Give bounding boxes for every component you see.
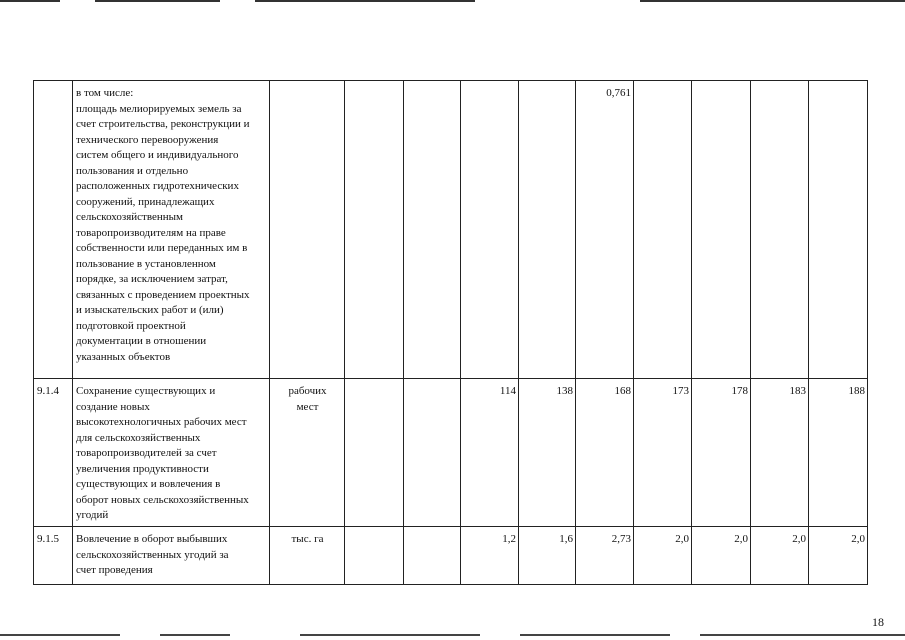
value-cell: 168 — [576, 379, 634, 527]
unit-line: мест — [296, 400, 319, 413]
description-line: сельскохозяйственным — [76, 211, 183, 223]
scan-edge-bottom — [0, 634, 905, 637]
description-line: подготовкой проектной — [76, 319, 186, 332]
row-description — [73, 81, 270, 379]
table-row — [34, 527, 868, 585]
description-line: собственности или переданных им в — [76, 242, 248, 254]
value-cell: 1,2 — [461, 527, 519, 585]
description-line: указанных объектов — [76, 350, 171, 363]
row-unit — [270, 81, 345, 379]
value-cell: 183 — [751, 379, 809, 527]
row-unit — [270, 379, 345, 527]
description-line: товаропроизводителям на праве — [76, 226, 226, 239]
value-cell — [634, 81, 692, 379]
description-line: пользования и отдельно — [76, 164, 189, 177]
value-cell: 178 — [692, 379, 751, 527]
value-cell: 2,0 — [692, 527, 751, 585]
value-cell — [404, 379, 461, 527]
value-cell: 188 — [809, 379, 868, 527]
value-cell: 0,761 — [576, 81, 634, 379]
value-cell — [345, 527, 404, 585]
description-line: площадь мелиорируемых земель за — [76, 102, 242, 115]
description-line: сооружений, принадлежащих — [76, 195, 215, 208]
description-line: Вовлечение в оборот выбывших — [76, 533, 228, 545]
description-line: счет строительства, реконструкции и — [76, 118, 250, 130]
description-line: систем общего и индивидуального — [76, 149, 239, 161]
description-line: угодий — [76, 509, 109, 521]
row-code: 9.1.5 — [34, 527, 73, 585]
value-cell — [461, 81, 519, 379]
value-cell — [809, 81, 868, 379]
scan-edge-top — [0, 0, 905, 2]
description-line: расположенных гидротехнических — [76, 180, 239, 192]
description-line: в том числе: — [76, 87, 134, 99]
page-number: 18 — [872, 615, 884, 629]
description-line: связанных с проведением проектных — [76, 288, 250, 301]
description-line: и изыскательских работ и (или) — [76, 304, 224, 316]
value-cell — [519, 81, 576, 379]
value-cell — [345, 379, 404, 527]
value-cell — [345, 81, 404, 379]
description-line: технического перевооружения — [76, 133, 219, 146]
value-cell — [692, 81, 751, 379]
value-cell: 138 — [519, 379, 576, 527]
value-cell: 2,73 — [576, 527, 634, 585]
row-description — [73, 379, 270, 527]
row-unit — [270, 527, 345, 585]
table-row — [34, 81, 868, 379]
description-line: оборот новых сельскохозяйственных — [76, 493, 249, 506]
value-cell: 173 — [634, 379, 692, 527]
value-cell: 2,0 — [751, 527, 809, 585]
description-line: счет проведения — [76, 564, 153, 576]
description-line: для сельскохозяйственных — [76, 431, 201, 444]
description-line: товаропроизводителей за счет — [76, 447, 217, 459]
value-cell: 2,0 — [634, 527, 692, 585]
unit-line: рабочих — [288, 385, 327, 397]
description-line: существующих и вовлечения в — [76, 478, 221, 490]
description-line: Сохранение существующих и — [76, 385, 216, 397]
row-code: 9.1.4 — [34, 379, 73, 527]
description-line: сельскохозяйственных угодий за — [76, 548, 229, 561]
row-code — [34, 81, 73, 379]
description-line: пользование в установленном — [76, 257, 216, 270]
row-description — [73, 527, 270, 585]
description-line: создание новых — [76, 400, 150, 413]
value-cell: 1,6 — [519, 527, 576, 585]
description-line: высокотехнологичных рабочих мест — [76, 416, 247, 428]
value-cell — [404, 81, 461, 379]
table-row — [34, 379, 868, 527]
value-cell: 2,0 — [809, 527, 868, 585]
description-line: порядке, за исключением затрат, — [76, 273, 228, 285]
value-cell: 114 — [461, 379, 519, 527]
indicator-table — [33, 80, 868, 585]
description-line: документации в отношении — [76, 335, 207, 347]
unit-line: тыс. га — [291, 533, 324, 545]
description-line: увеличения продуктивности — [76, 462, 209, 475]
value-cell — [751, 81, 809, 379]
value-cell — [404, 527, 461, 585]
